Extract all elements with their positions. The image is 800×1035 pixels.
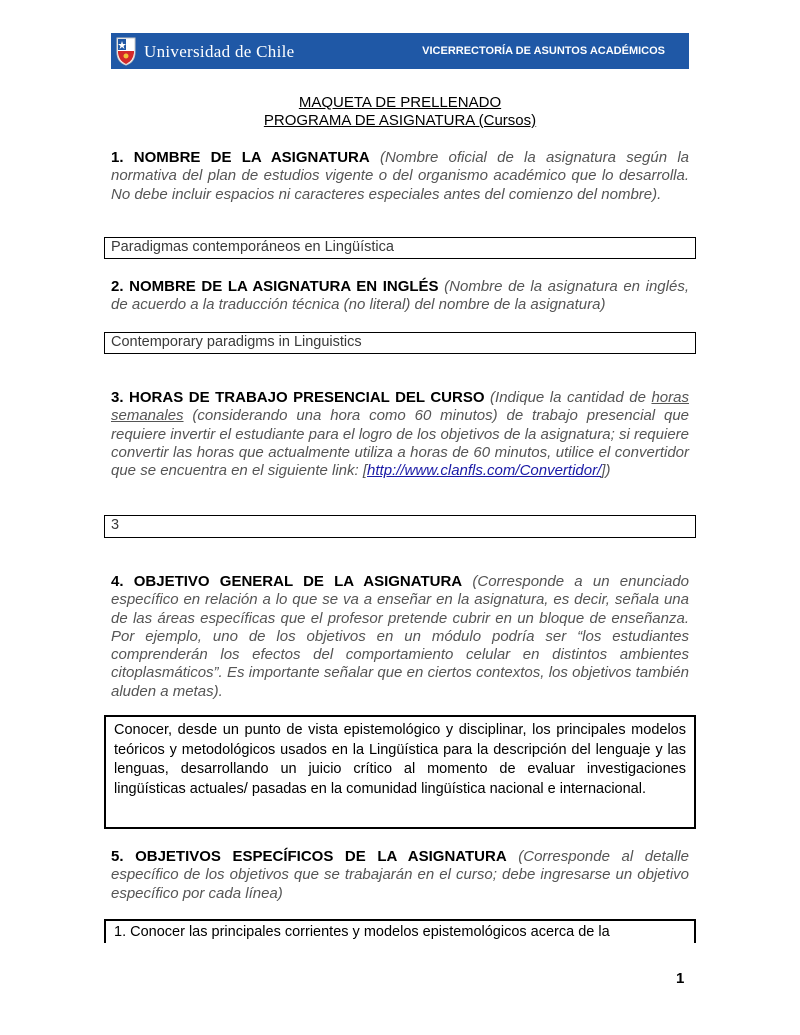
answer-5-text: 1. Conocer las principales corrientes y modelos epistemológicos acerca de la <box>114 924 610 940</box>
section-3 <box>111 389 689 480</box>
answer-box-2 <box>104 332 696 354</box>
vicerrectoria-label: VICERRECTORÍA DE ASUNTOS ACADÉMICOS <box>422 45 665 57</box>
page-number: 1 <box>676 970 685 987</box>
university-name: Universidad de Chile <box>144 42 295 61</box>
section-4-heading: 4. OBJETIVO GENERAL DE LA ASIGNATURA <box>111 573 463 590</box>
answer-2-text: Contemporary paradigms in Linguistics <box>111 334 362 350</box>
section-2 <box>111 278 689 315</box>
answer-box-3 <box>104 515 696 538</box>
title-line-1: MAQUETA DE PRELLENADO <box>298 94 502 111</box>
section-4-description: (Corresponde a un enunciado específico en relación a lo que se va a enseñar en la asignatura, es decir, señala una de las áreas específicas que el profesor pretende cubrir en un bloque de enseñanza. Por ejemplo, uno de los objetivos en un módulo podría ser “los estudiantes comprenderán los efectos del comportamiento celular en distintos ambientes citoplasmáticos”. Es importante señalar que en ciertos contextos, los objetivos también aluden a metas). <box>111 573 690 700</box>
answer-3-text: 3 <box>111 517 120 533</box>
section-1-heading: 1. NOMBRE DE LA ASIGNATURA <box>111 149 370 166</box>
section-3-description-open: (Indique la cantidad de <box>490 389 646 406</box>
section-4 <box>111 573 689 701</box>
section-3-description-rest: (considerando una hora como 60 minutos) de trabajo presencial que requiere invertir el estudiante para el logro de los objetivos de la asignatura; si requiere convertir las horas que actualmente utiliza a horas de 60 minutos, utilice el convertidor que se encuentra en el siguiente link: [ <box>111 407 689 480</box>
coat-of-arms-icon <box>115 36 137 66</box>
section-2-heading: 2. NOMBRE DE LA ASIGNATURA EN INGLÉS <box>111 278 439 295</box>
answer-1-text: Paradigmas contemporáneos en Lingüística <box>111 239 394 255</box>
section-1-description: (Nombre oficial de la asignatura según la normativa del plan de estudios vigente o del organismo académico que lo desarrolla. No debe incluir espacios ni caracteres especiales antes del comienzo del nombre). <box>111 149 689 203</box>
answer-4-text: Conocer, desde un punto de vista epistemológico y disciplinar, los principales modelos teóricos y metodológicos usados en la Lingüística para la descripción del lenguaje y las lenguas, desarrollando un juicio crítico al momento de evaluar investigaciones lingüísticas actuales/ pasadas en la comunidad lingüística nacional e internacional. <box>114 722 686 797</box>
answer-box-4 <box>104 715 696 829</box>
section-2-description: (Nombre de la asignatura en inglés, de acuerdo a la traducción técnica (no literal) del nombre de la asignatura) <box>111 278 689 314</box>
section-1 <box>111 149 689 204</box>
section-3-heading: 3. HORAS DE TRABAJO PRESENCIAL DEL CURSO <box>111 389 485 406</box>
document-title <box>0 94 800 130</box>
answer-box-1 <box>104 237 696 259</box>
section-3-description-close: ]) <box>601 462 611 480</box>
section-5-heading: 5. OBJETIVOS ESPECÍFICOS DE LA ASIGNATURA <box>111 848 507 865</box>
section-5 <box>111 848 689 903</box>
header-banner <box>111 33 689 69</box>
answer-box-5 <box>104 919 696 943</box>
title-line-2: PROGRAMA DE ASIGNATURA (Cursos) <box>263 112 537 129</box>
section-5-description: (Corresponde al detalle específico de los objetivos que se trabajarán en el curso; debe ingresarse un objetivo específico por cada línea) <box>111 848 689 902</box>
converter-link[interactable]: http://www.clanfls.com/Convertidor/ <box>367 462 602 480</box>
section-3-underlined-text: horas semanales <box>111 389 689 425</box>
